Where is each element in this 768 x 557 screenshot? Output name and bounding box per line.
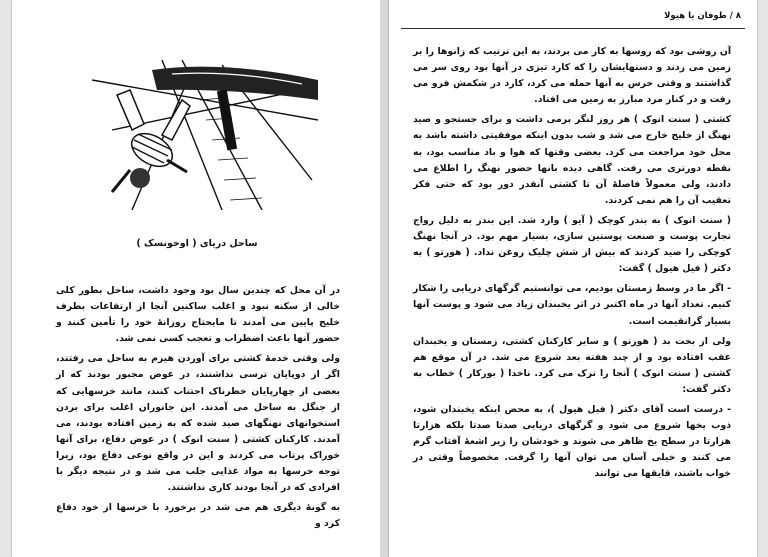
illustration-caption: ساحل دریای ( اوخونسک ): [136, 238, 258, 249]
paragraph: - اگر ما در وسط زمستان بودیم، می توانستیم گرگهای دریایی را شکار کنیم. تعداد آنها در ماه اکتبر در اثر یخبندان زیاد می شود و پوست آنها بسیار گرانقیمت است.: [413, 283, 731, 327]
running-head: ۸ / طوفان یا هیولا: [664, 11, 741, 21]
paragraph: ( سنت انوک ) به بندر کوچک ( آیو ) وارد شد. این بندر به دلیل رواج تجارت پوست و صنعت پوستین سازی، بسیار مهم بود. در آنجا نهنگ کوچکی را صید کردند که بیش از شش چلیک روغن نداد. ( هورتو ) به دکتر ( فیل هیول ) گفت:: [413, 214, 731, 275]
book-gutter: [380, 0, 389, 557]
left-page-body: [56, 283, 340, 536]
paragraph: ولی از بخت بد ( هورتو ) و سایر کارکنان کشتی، زمستان و یخبندان عقب افتاده بود و از چند هفته بعد شروع می شد. در آن موقع هم کشتی ( سنت انوک ) آنجا را ترک می کرد. ناخدا ( بورکار ) خطاب به دکتر گفت:: [413, 335, 731, 395]
left-page: [12, 0, 380, 557]
paragraph: آن روشی بود که روسها به کار می بردند، به این ترتیب که زانوها را بر زمین می زدند و دستهایشان را که کارد تیزی در آنها بود روی سر می گذاشتند و وقتی خرس به آنها حمله می کرد، کارد در شکمش فرو می رفت و در کنار مرد مبارز به زمین می افتاد.: [413, 46, 731, 106]
paragraph: به گونهٔ دیگری هم می شد در برخورد با خرسها از خود دفاع کرد و: [56, 502, 340, 530]
paragraph: ولی وقتی خدمهٔ کشتی برای آوردن هیزم به ساحل می رفتند، اگر از دوپایان ترسی نداشتند، در عوض مجبور بودند که از بعضی از چهارپایان خطرناک اجتناب کنند، مانند خرسهایی که از جنگل به ساحل می آمدند. این جانوران اغلب برای بردن استخوانهای نهنگهای صید شده که به زمین افتاده بودند، می آمدند. کارکنان کشتی ( سنت انوک ) در عوض دفاع، برای آنها خوراک پرتاب می کردند و این در واقع نوعی دفاع بود، زیرا توجه خرسها به مواد غذایی جلب می شد و در نتیجه دیگر با افرادی که در آنجا بودند کاری نداشتند.: [56, 353, 340, 494]
right-page: [389, 0, 757, 557]
paragraph: - درست است آقای دکتر ( فیل هیول )، به محض اینکه یخبندان شود، ذوب یخها شروع می شود و گرگهای دریایی صدتا صدتا بلکه هزارتا هزارتا در سطح یخ ظاهر می شوند و خودشان را زیر اشعهٔ آفتاب گرم می کنند و خیلی آسان می توان آنها را گرفت. مخصوصاً وقتی در خواب باشند، قایقها می توانند: [413, 403, 731, 480]
paragraph: کشتی ( سنت انوک ) هر روز لنگر برمی داشت و برای جستجو و صید نهنگ از خلیج خارج می شد و شب بدون اینکه موفقیتی داشته باشد به محل خود مراجعت می کرد. بعضی وقتها که هوا و باد مناسب بود، به نقطه دورتری می رفت. گاهی دیده بانها حضور نهنگ را اطلاع می دادند، ولی معمولاً فاصلهٔ آن تا کشتی آنقدر دور بود که حتی فکر تعقیب آن را هم نمی کردند.: [413, 114, 731, 206]
paragraph: در آن محل که چندین سال بود وجود داشت، ساحل بطور کلی خالی از سکنه نبود و اغلب ساکنین آنجا از ارتفاعات بطرف خلیج پایین می آمدند تا مایحتاج روزانهٔ خود را تأمین کنند و حضور آنها باعث اضطراب و تعجب کسی نمی شد.: [56, 285, 340, 345]
ship-rigging-illustration: [72, 60, 318, 210]
header-rule: [401, 28, 745, 29]
right-page-body: [413, 44, 731, 486]
